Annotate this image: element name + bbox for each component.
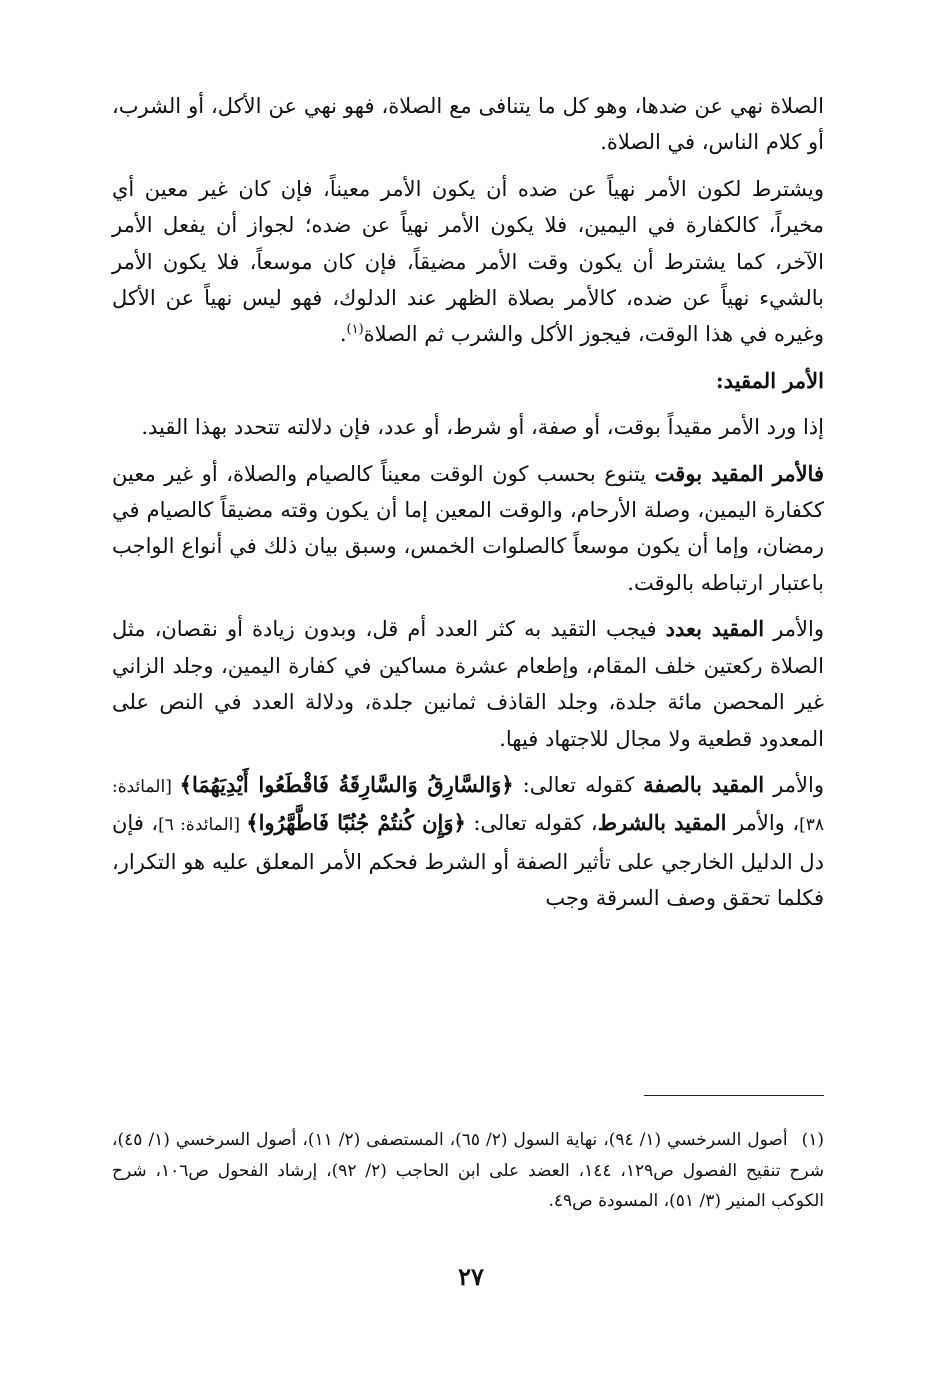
paragraph-2-text: ويشترط لكون الأمر نهياً عن ضده أن يكون الأمر معيناً، فإن كان غير معين أي مخيراً، كالكفارة في اليمين، فلا يكون الأمر نهياً عن ضده؛ لجواز أن يفعل الأمر الآخر، كما يشترط أن يكون وقت الأمر مضيقاً، فإن كان موسعاً، فلا يكون الأمر بالشيء نهياً عن ضده، كالأمر بصلاة الظهر عند الدلوك، فهو ليس نهياً عن الأكل وغيره في هذا الوقت، فيجوز الأكل والشرب ثم الصلاة <box>112 176 824 347</box>
verse-reference-1: [المائدة: ٣٨] <box>112 776 824 836</box>
footnote-text: أصول السرخسي (١/ ٩٤)، نهاية السول (٢/ ٦٥)، المستصفى (٢/ ١١)، أصول السرخسي (١/ ٤٥)، شرح تنقيح الفصول ص١٢٩، ١٤٤، العضد على ابن الحاجب (٢/ ٩٢)، إرشاد الفحول ص١٠٦، شرح الكوكب المنير (٣/ ٥١)، المسودة ص٤٩. <box>112 1130 824 1211</box>
footnotes <box>112 1125 824 1217</box>
footnote-marker-1[interactable]: (١) <box>346 322 364 338</box>
paragraph-1 <box>112 88 824 161</box>
page-body <box>112 88 824 927</box>
term-restricted-by-attribute: المقيد بالصفة <box>643 771 765 797</box>
term-restricted-by-number: المقيد بعدد <box>665 616 765 642</box>
footnote-separator <box>644 1095 824 1096</box>
paragraph-5-text: فيجب التقيد به كثر العدد أم قل، وبدون زيادة أو نقصان، مثل الصلاة ركعتين خلف المقام، وإطعام عشرة مساكين في كفارة اليمين، وجلد الزاني غير المحصن مائة جلدة، وجلد القاذف ثمانين جلدة، ودلالة العدد في النص على المعدود قطعية ولا مجال للاجتهاد فيها. <box>112 617 824 751</box>
term-restricted-by-time: فالأمر المقيد بوقت <box>654 460 824 486</box>
paragraph-3-text: إذا ورد الأمر مقيداً بوقت، أو صفة، أو شرط، أو عدد، فإن دلالته تتحدد بهذا القيد. <box>141 415 824 440</box>
paragraph-6-lead: والأمر <box>764 772 824 797</box>
paragraph-6-text-4: ، فإن دل الدليل الخارجي على تأثير الصفة أو الشرط فحكم الأمر المعلق عليه هو التكرار، فكلما تحقق وصف السرقة وجب <box>112 811 824 911</box>
quran-verse-2: ﴿وَإِن كُنتُمْ جُنُبًا فَاطَّهَّرُوا﴾ <box>246 810 466 836</box>
paragraph-6-text-3: ، كقوله تعالى: <box>465 811 598 836</box>
footnote-number: (١) <box>801 1130 825 1150</box>
paragraph-5-lead: والأمر <box>764 617 824 642</box>
term-restricted-by-condition: المقيد بالشرط <box>597 810 727 836</box>
paragraph-5 <box>112 611 824 757</box>
paragraph-4-text: يتنوع بحسب كون الوقت معيناً كالصيام والصلاة، أو غير معين ككفارة اليمين، وصلة الأرحام، والوقت المعين إما أن يكون وقته مضيقاً كالصيام في رمضان، وإما أن يكون موسعاً كالصلوات الخمس، وسبق بيان ذلك في أنواع الواجب باعتبار ارتباطه بالوقت. <box>112 461 824 595</box>
paragraph-6 <box>112 767 824 917</box>
paragraph-6-text-2: ، والأمر <box>726 811 800 836</box>
paragraph-1-text: الصلاة نهي عن ضدها، وهو كل ما يتنافى مع الصلاة، فهو نهي عن الأكل، أو الشرب، أو كلام الناس، في الصلاة. <box>112 94 824 155</box>
paragraph-4 <box>112 456 824 602</box>
quran-verse-1: ﴿وَالسَّارِقُ وَالسَّارِقَةُ فَاقْطَعُوا أَيْدِيَهُمَا﴾ <box>179 771 514 797</box>
paragraph-3 <box>112 409 824 445</box>
paragraph-6-text-1: كقوله تعالى: <box>513 772 644 797</box>
paragraph-2 <box>112 171 824 353</box>
section-heading-restricted-command: الأمر المقيد: <box>715 367 824 393</box>
verse-reference-2: [المائدة: ٦] <box>158 815 247 836</box>
paragraph-2-end: . <box>339 322 347 347</box>
page-number: ٢٧ <box>458 1262 484 1291</box>
